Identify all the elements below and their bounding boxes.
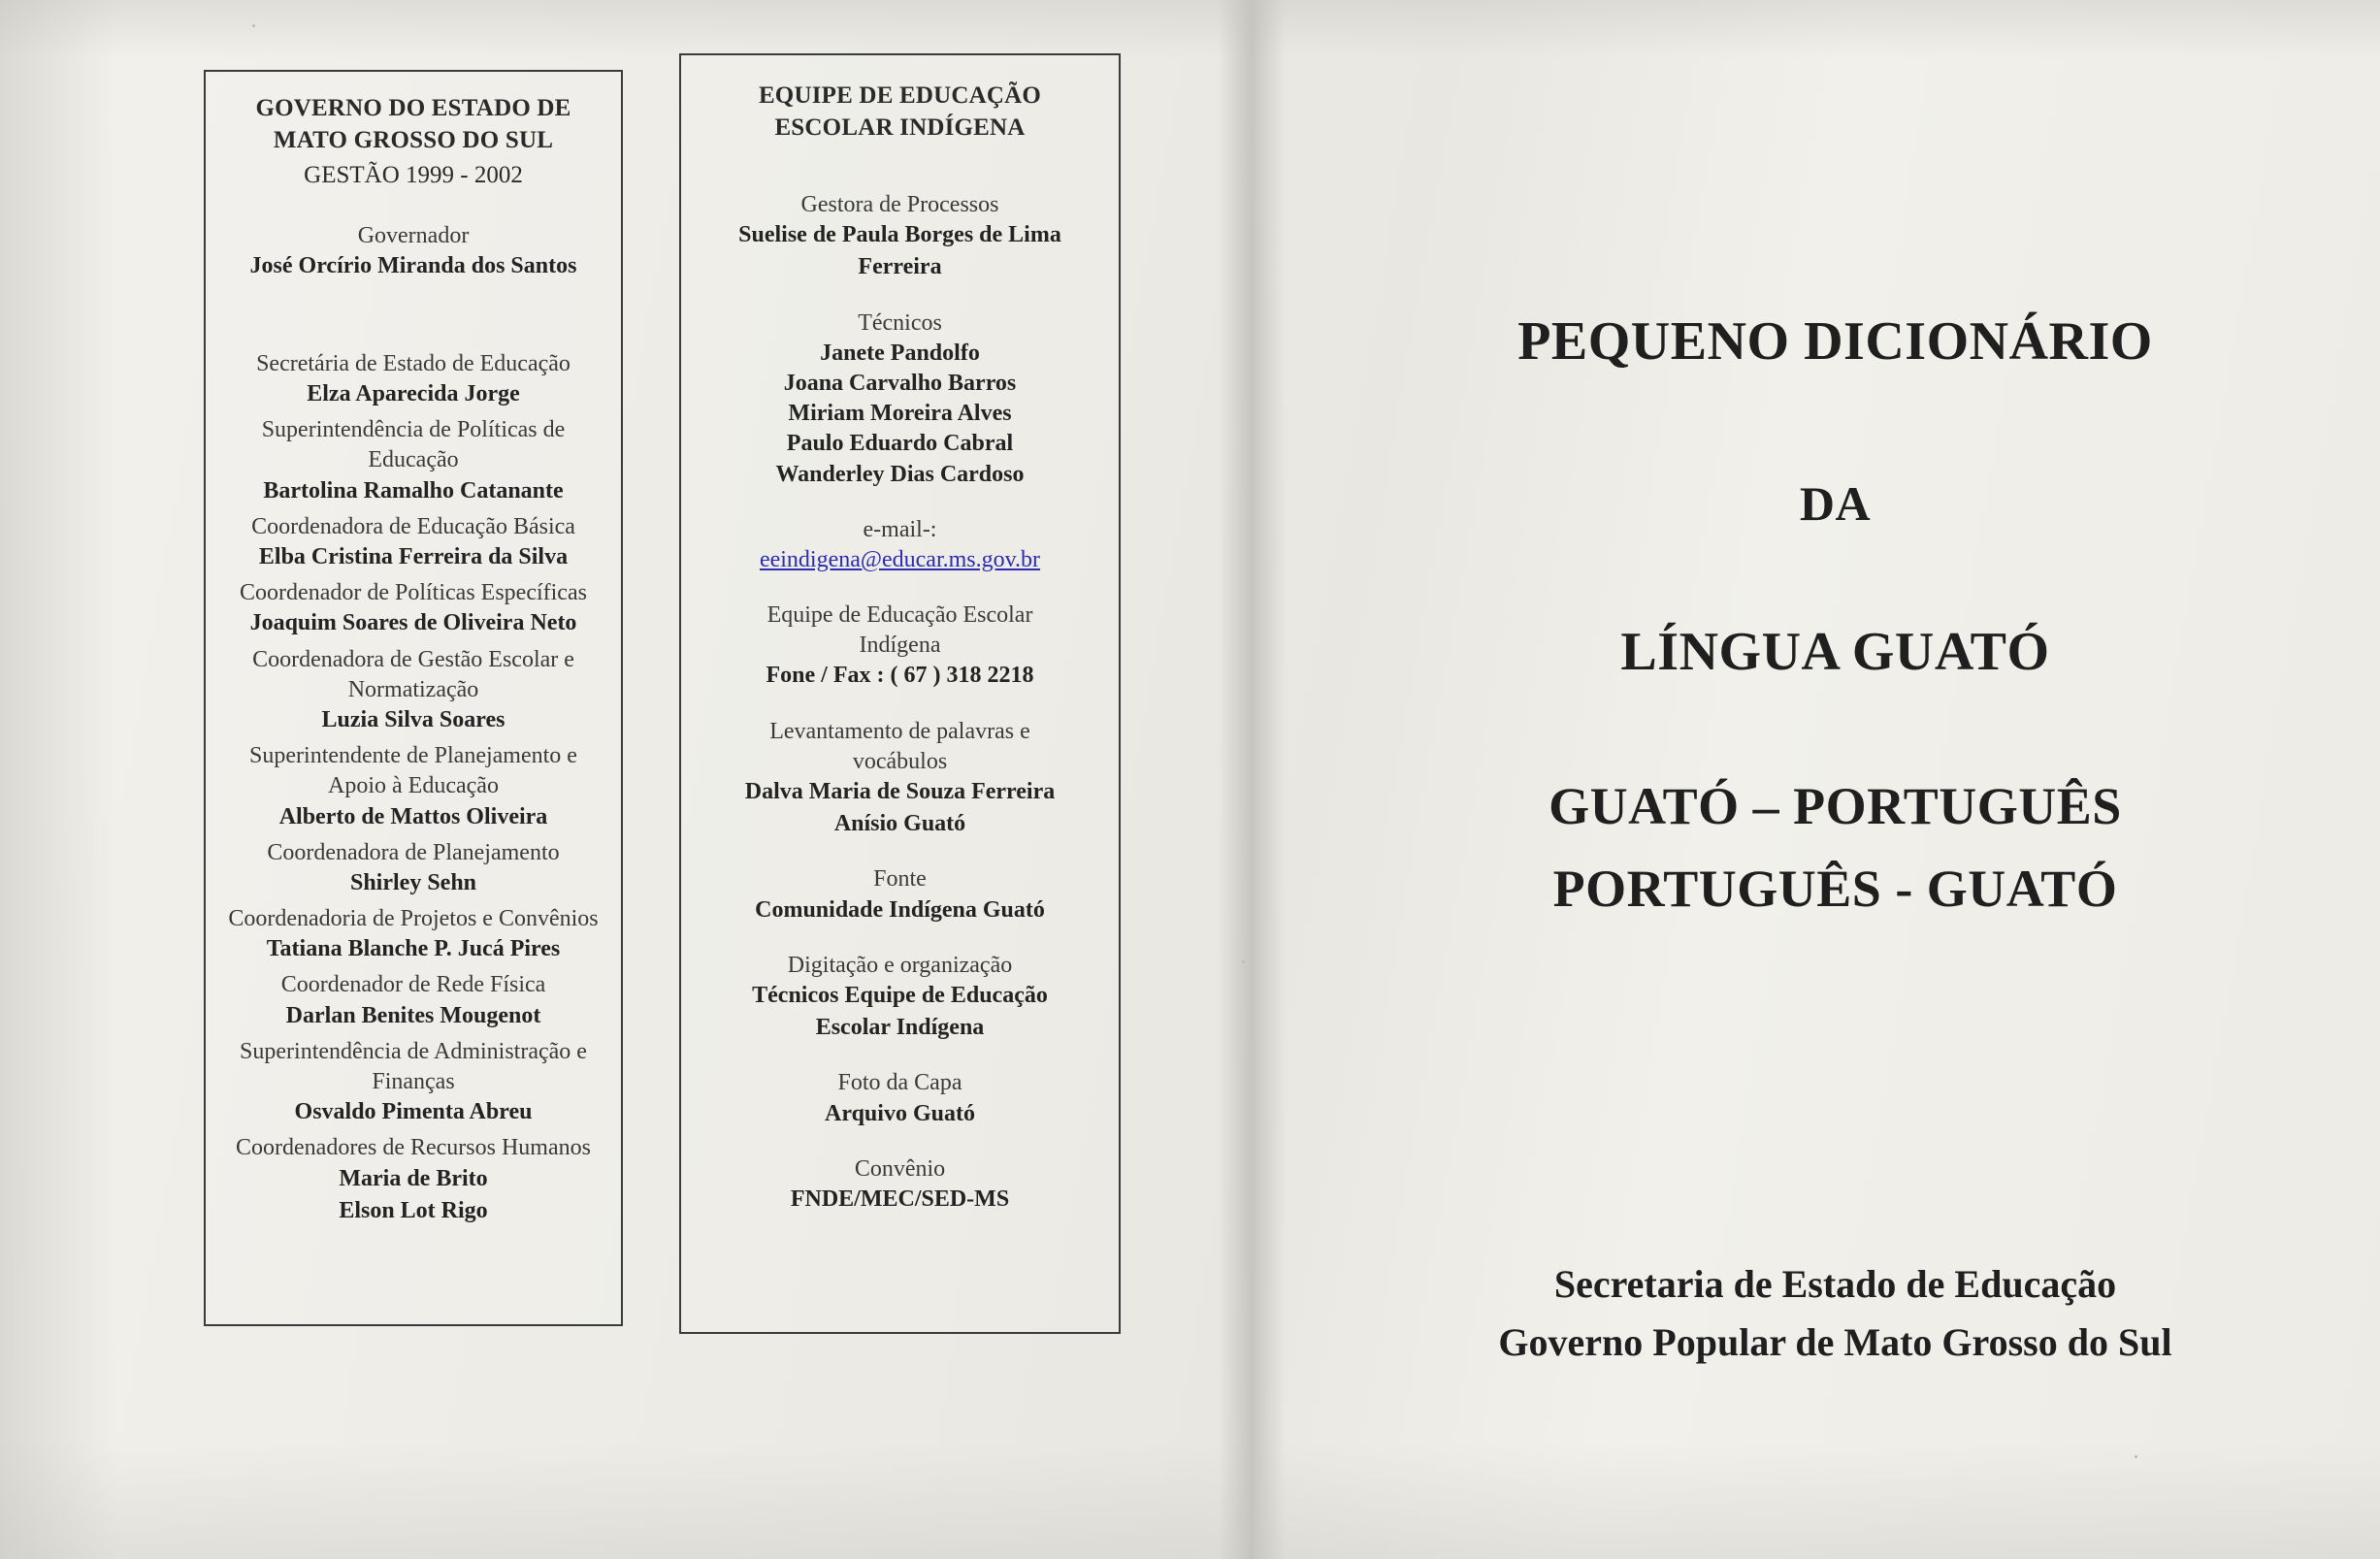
technician-name: Wanderley Dias Cardoso [775, 461, 1025, 487]
book-cover-page [1290, 0, 2380, 1559]
credit-name: Elza Aparecida Jorge [307, 381, 520, 407]
cover-title-line3: LÍNGUA GUATÓ [1620, 622, 2050, 682]
credit-entry [219, 1133, 607, 1226]
credit-name: Osvaldo Pimenta Abreu [294, 1099, 533, 1125]
credit-name: Darlan Benites Mougenot [285, 1002, 541, 1028]
credit-role: Coordenadoria de Projetos e Convênios [228, 906, 599, 932]
credit-role: Coordenador de Rede Física [280, 972, 546, 998]
credit-entry [219, 904, 607, 964]
credit-role: Superintendência de Administração e Finanças [240, 1038, 587, 1094]
team-header-line2: ESCOLAR INDÍGENA [774, 114, 1026, 141]
technicians-entry [695, 309, 1105, 490]
manager-name-line2: Ferreira [858, 254, 942, 280]
cover-photo-entry [695, 1068, 1105, 1128]
credit-role: Coordenador de Políticas Específicas [240, 580, 587, 606]
cover-photo-value: Arquivo Guató [825, 1100, 975, 1126]
email-label: e-mail-: [863, 516, 937, 542]
credit-role: Governador [357, 222, 470, 248]
scan-speck [252, 24, 255, 27]
credit-name: Shirley Sehn [349, 869, 477, 895]
credit-entry [219, 415, 607, 506]
credit-name: Tatiana Blanche P. Jucá Pires [266, 936, 561, 962]
scan-speck [1242, 960, 1245, 963]
credit-entry [219, 578, 607, 638]
agreement-value: FNDE/MEC/SED-MS [790, 1185, 1010, 1212]
cover-title-line1: PEQUENO DICIONÁRIO [1517, 311, 2153, 372]
technician-name: Paulo Eduardo Cabral [786, 431, 1014, 457]
agreement-entry [695, 1154, 1105, 1215]
word-survey-entry [695, 717, 1105, 840]
typing-entry [695, 951, 1105, 1044]
spacer [695, 147, 1105, 190]
credit-name: Bartolina Ramalho Catanante [263, 477, 564, 503]
credit-role: Superintendente de Planejamento e Apoio à Educação [249, 743, 577, 799]
credit-entry [219, 349, 607, 409]
cover-title-line2: DA [1799, 476, 1872, 531]
manager-name-line1: Suelise de Paula Borges de Lima [738, 222, 1061, 248]
contact-line1: Equipe de Educação Escolar [766, 602, 1033, 629]
technicians-label: Técnicos [858, 309, 942, 336]
contact-phone: Fone / Fax : ( 67 ) 318 2218 [766, 663, 1034, 689]
team-header-line1: EQUIPE DE EDUCAÇÃO [758, 82, 1042, 109]
government-header-line1: GOVERNO DO ESTADO DE [255, 95, 571, 121]
credit-name: José Orcírio Miranda dos Santos [249, 252, 577, 278]
email-link[interactable]: eeindigena@educar.ms.gov.br [759, 546, 1041, 572]
team-box-header [695, 81, 1105, 144]
credit-name: Luzia Silva Soares [321, 706, 505, 732]
contact-line2: Indígena [859, 633, 941, 659]
agreement-label: Convênio [854, 1155, 946, 1182]
source-label: Fonte [873, 866, 927, 893]
credit-entry [219, 1037, 607, 1128]
survey-label-line1: Levantamento de palavras e [769, 718, 1030, 744]
government-credits-box [204, 70, 623, 1326]
credit-entry [219, 645, 607, 736]
credit-entry [219, 741, 607, 832]
credit-role: Coordenadora de Educação Básica [251, 513, 575, 539]
government-header-line2: MATO GROSSO DO SUL [273, 126, 554, 153]
cover-photo-label: Foto da Capa [837, 1070, 962, 1096]
contact-entry [695, 601, 1105, 692]
manager-role: Gestora de Processos [800, 192, 999, 217]
credit-name: Elba Cristina Ferreira da Silva [258, 544, 569, 569]
credit-name: Alberto de Mattos Oliveira [278, 803, 548, 829]
indigenous-education-team-box [679, 53, 1121, 1334]
credit-entry [219, 512, 607, 572]
typing-value-line1: Técnicos Equipe de Educação [752, 982, 1048, 1008]
credit-entry [219, 221, 607, 281]
manager-entry [695, 190, 1105, 283]
credit-role: Coordenadora de Gestão Escolar e Normatização [252, 646, 574, 702]
credit-name: Joaquim Soares de Oliveira Neto [249, 610, 577, 636]
source-value: Comunidade Indígena Guató [755, 896, 1045, 923]
credit-entry [219, 838, 607, 898]
cover-footer-line1: Secretaria de Estado de Educação [1553, 1262, 2117, 1306]
source-entry [695, 864, 1105, 925]
credit-role: Coordenadora de Planejamento [267, 839, 560, 865]
credit-entry [219, 970, 607, 1030]
typing-value-line2: Escolar Indígena [815, 1015, 985, 1041]
credit-role: Superintendência de Políticas de Educação [261, 417, 566, 473]
spacer [219, 307, 607, 349]
technician-name: Joana Carvalho Barros [783, 370, 1017, 396]
credit-name: Elson Lot Rigo [339, 1197, 488, 1223]
cover-footer-line2: Governo Popular de Mato Grosso do Sul [1498, 1320, 2172, 1364]
government-box-header [219, 93, 607, 156]
survey-name: Dalva Maria de Souza Ferreira [744, 779, 1056, 804]
survey-name: Anísio Guató [833, 811, 966, 837]
credit-name: Maria de Brito [339, 1165, 488, 1191]
government-term: GESTÃO 1999 - 2002 [304, 162, 523, 188]
technician-name: Miriam Moreira Alves [788, 401, 1012, 427]
typing-label: Digitação e organização [787, 952, 1013, 978]
credit-role: Coordenadores de Recursos Humanos [236, 1135, 591, 1161]
cover-title-line4: GUATÓ – PORTUGUÊS [1549, 777, 2122, 835]
email-entry [695, 515, 1105, 575]
survey-label-line2: vocábulos [852, 748, 948, 774]
page-shadow-left [0, 0, 116, 1559]
cover-title-line5: PORTUGUÊS - GUATÓ [1552, 860, 2118, 918]
page-fold-shadow [1218, 0, 1286, 1559]
technician-name: Janete Pandolfo [820, 340, 980, 366]
credit-role: Secretária de Estado de Educação [256, 350, 571, 376]
